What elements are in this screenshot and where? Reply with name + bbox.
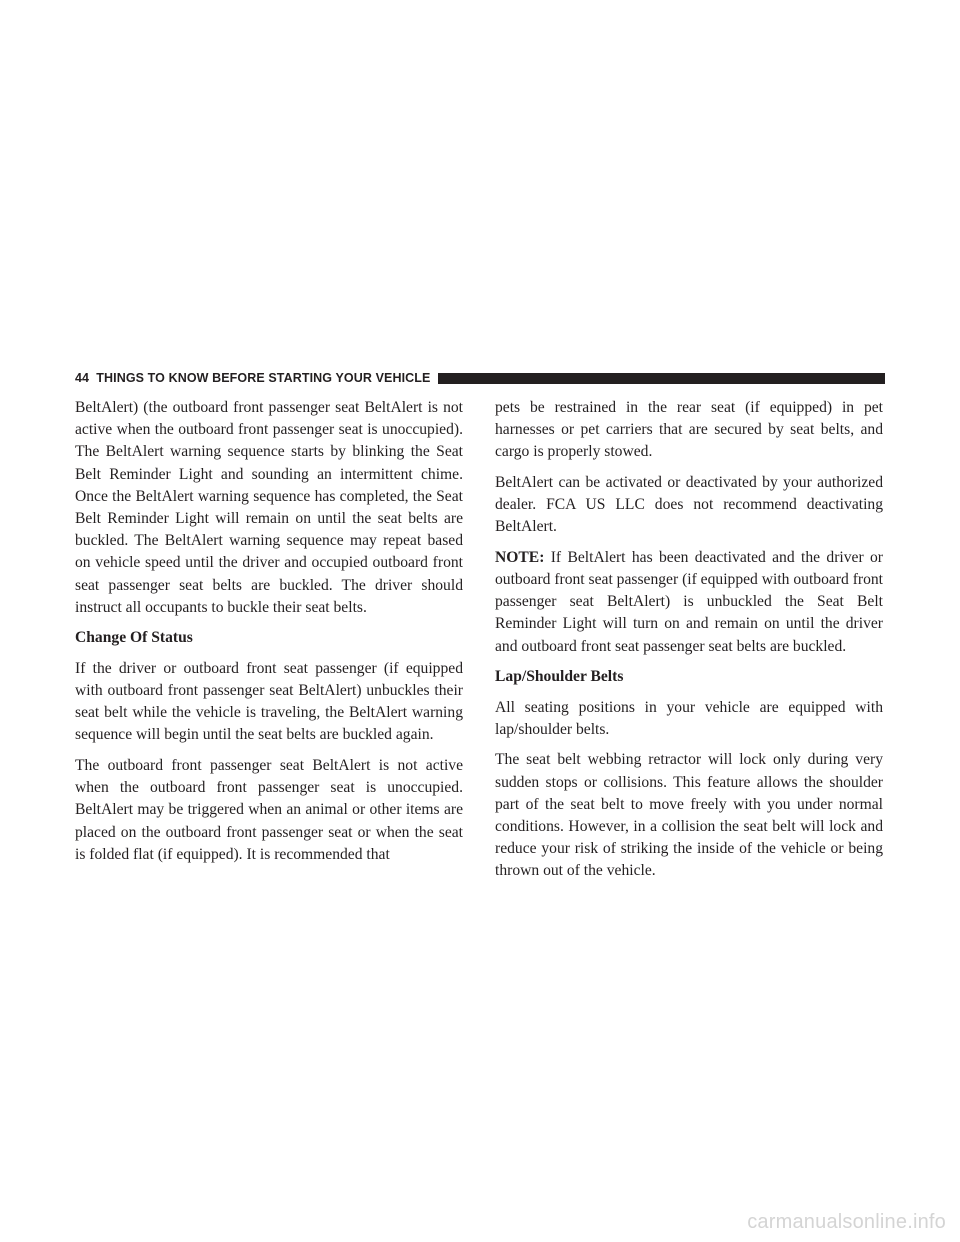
note-paragraph xyxy=(495,547,883,658)
watermark: carmanualsonline.info xyxy=(747,1211,946,1233)
paragraph-pets: pets be restrained in the rear seat (if equipped) in pet harnesses or pet carriers that are secured by seat belts, and cargo is properly stowed. xyxy=(495,399,883,461)
page-header xyxy=(75,368,885,388)
note-label: NOTE: xyxy=(495,548,545,566)
paragraph-unbuckle: If the driver or outboard front seat passenger (if equipped with outboard front passenger seat BeltAlert) unbuckles their seat belt while the vehicle is traveling, the BeltAlert warning sequence will begin until the seat belts are buckled again. xyxy=(75,659,463,744)
note-text: If BeltAlert has been deactivated and the driver or outboard front seat passenger (if equipped with outboard front passenger seat BeltAlert) is unbuckled the Seat Belt Reminder Light will turn on and remain on until the driver and outboard front seat passenger seat belts are buckled. xyxy=(495,548,884,655)
paragraph-beltalert-sequence: BeltAlert) (the outboard front passenger seat BeltAlert is not active when the outboard front passenger seat is unoccupied). The BeltAlert warning sequence starts by blinking the Seat Belt Reminder Light and sounding an intermittent chime. Once the BeltAlert warning sequence has completed, the Seat Belt Reminder Light will remain on until the seat belts are buckled. The BeltAlert warning sequence may repeat based on vehicle speed until the driver and occupied outboard front seat passenger seat belts are buckled. The driver should instruct all occupants to buckle their seat belts. xyxy=(75,399,463,616)
header-rule xyxy=(438,373,885,384)
left-column xyxy=(75,397,463,874)
paragraph-retractor: The seat belt webbing retractor will lock only during very sudden stops or collisions. This feature allows the shoulder part of the seat belt to move freely with you under normal conditions. However, in a collision the seat belt will lock and reduce your risk of striking the inside of the vehicle or being thrown out of the vehicle. xyxy=(495,751,883,880)
section-title: THINGS TO KNOW BEFORE STARTING YOUR VEHICLE xyxy=(96,371,431,385)
paragraph-seating-positions: All seating positions in your vehicle are equipped with lap/shoulder belts. xyxy=(495,698,883,738)
heading-change-of-status: Change Of Status xyxy=(75,629,193,647)
right-column xyxy=(495,397,883,891)
heading-lap-shoulder-belts: Lap/Shoulder Belts xyxy=(495,668,624,686)
page-number: 44 xyxy=(75,371,90,385)
paragraph-dealer: BeltAlert can be activated or deactivated by your authorized dealer. FCA US LLC does not recommend deactivating BeltAlert. xyxy=(495,473,883,536)
page-header-text xyxy=(75,371,430,385)
paragraph-passenger-seat: The outboard front passenger seat BeltAlert is not active when the outboard front passenger seat is unoccupied. BeltAlert may be triggered when an animal or other items are placed on the outboard front passenger seat or when the seat is folded flat (if equipped). It is recommended that xyxy=(75,756,463,863)
